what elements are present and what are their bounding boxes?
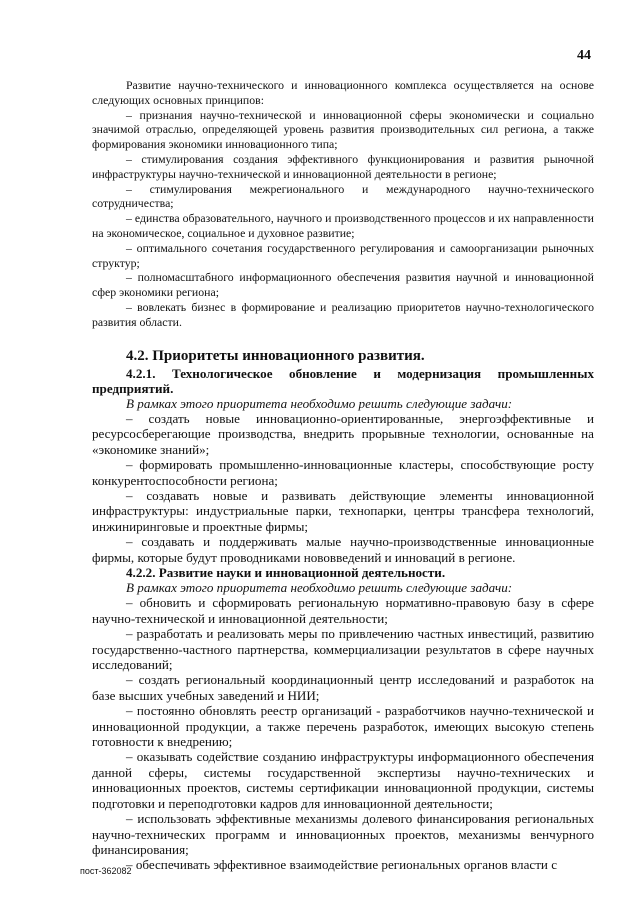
document-body <box>92 78 594 873</box>
task-item: – формировать промышленно-инновационные кластеры, способствующие росту конкурентоспособности региона; <box>92 457 594 488</box>
page-number: 44 <box>577 48 591 63</box>
section-heading: 4.2. Приоритеты инновационного развития. <box>126 347 425 364</box>
principle-item: – полномасштабного информационного обеспечения развития научной и инновационной сфер экономики региона; <box>92 270 594 300</box>
principles-intro: Развитие научно-технического и инновационного комплекса осуществляется на основе следующих основных принципов: <box>92 78 594 107</box>
principle-item: – вовлекать бизнес в формирование и реализацию приоритетов научно-технологического развития области. <box>92 299 594 329</box>
task-item: – постоянно обновлять реестр организаций - разработчиков научно-технической и инновационной продукции, а также перечень разработок, имеющих высокую степень готовности к внедрению; <box>92 703 594 750</box>
task-item: – создавать и поддерживать малые научно-производственные инновационные фирмы, которые будут проводниками нововведений и инноваций в регионе. <box>92 534 594 565</box>
document-code: пост-362082 <box>80 866 132 876</box>
principle-item: – признания научно-технической и инновационной сферы экономически и социально значимой отраслью, определяющей уровень развития производительных сил региона, а также формирования экономики инновационного типа; <box>92 107 594 152</box>
principle-item: – стимулирования межрегионального и международного научно-технического сотрудничества; <box>92 181 594 211</box>
task-item: – создать региональный координационный центр исследований и разработок на базе высших учебных заведений и НИИ; <box>92 672 594 703</box>
tasks-intro: В рамках этого приоритета необходимо решить следующие задачи: <box>126 395 513 411</box>
task-item: – обеспечивать эффективное взаимодействие региональных органов власти с <box>126 857 558 873</box>
task-item: – оказывать содействие созданию инфраструктуры информационного обеспечения данной сферы, системы государственной экспертизы научно-технических и инновационных проектов, системы сертификации инновационной продукции, системы подготовки и переподготовки кадров для инновационной деятельности; <box>92 749 594 811</box>
task-item: – разработать и реализовать меры по привлечению частных инвестиций, развитию государственно-частного партнерства, коммерциализации результатов в сфере научных исследований; <box>92 626 594 673</box>
principle-item: – оптимального сочетания государственного регулирования и самоорганизации рыночных структур; <box>92 240 594 270</box>
tasks-intro: В рамках этого приоритета необходимо решить следующие задачи: <box>126 580 513 596</box>
principle-item: – стимулирования создания эффективного функционирования и развития рыночной инфраструктуры научно-технической и инновационной деятельности в регионе; <box>92 151 594 181</box>
task-item: – создать новые инновационно-ориентированные, энергоэффективные и ресурсосберегающие производства, внедрить прорывные технологии, основанные на «экономике знаний»; <box>92 410 594 457</box>
task-item: – обновить и сформировать региональную нормативно-правовую базу в сфере научно-технической и инновационной деятельности; <box>92 595 594 626</box>
principle-item: – единства образовательного, научного и производственного процессов и их направленности на экономическое, социальное и духовное развитие; <box>92 211 594 240</box>
task-item: – создавать новые и развивать действующие элементы инновационной инфраструктуры: индустриальные парки, технопарки, центры трансфера технологий, инжиниринговые и проектные фирмы; <box>92 487 594 534</box>
task-item: – использовать эффективные механизмы долевого финансирования региональных научно-технических программ и инновационных проектов, механизмы венчурного финансирования; <box>92 811 594 857</box>
subsection-heading-4-2-2: 4.2.2. Развитие науки и инновационной деятельности. <box>126 565 446 581</box>
subsection-heading-4-2-1: 4.2.1. Технологическое обновление и модернизация промышленных предприятий. <box>92 365 594 396</box>
